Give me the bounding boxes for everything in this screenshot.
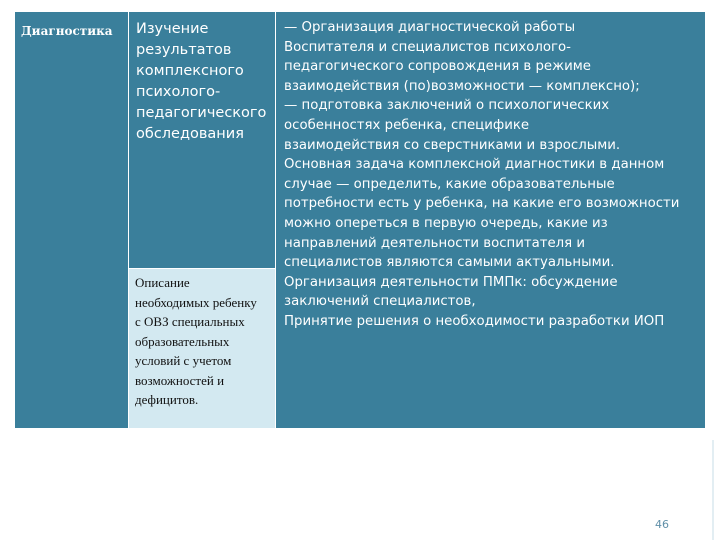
- page-number: 46: [655, 518, 669, 531]
- content-line: особенностях ребенка, специфике: [284, 117, 530, 133]
- task-description-text: Описание необходимых ребенку с ОВЗ специальных образовательных условий с учетом возможностей и дефицитов.: [135, 275, 257, 407]
- content-line: — подготовка заключений о психологических: [284, 98, 610, 114]
- content-line: потребности есть у ребенка, на какие его возможности: [284, 196, 680, 212]
- content-text: [284, 18, 702, 332]
- content-line: заключений специалистов,: [284, 294, 476, 310]
- table-cell-stage: [15, 12, 128, 428]
- content-line: Основная задача комплексной диагностики в данном: [284, 157, 665, 173]
- content-line: направлений деятельности воспитателя и: [284, 235, 586, 251]
- content-line: взаимодействия (по)возможности — комплексно);: [284, 78, 640, 94]
- content-line: случае — определить, какие образовательные: [284, 176, 615, 192]
- content-line: можно опереться в первую очередь, какие из: [284, 215, 608, 231]
- task-study-text: Изучение результатов комплексного психолого-педагогического обследования: [136, 21, 267, 142]
- decorative-line: [712, 440, 714, 540]
- stage-label: Диагностика: [21, 24, 113, 38]
- content-line: Воспитателя и специалистов психолого-: [284, 39, 571, 55]
- table-cell-task-study: [128, 12, 275, 268]
- table-cell-task-description: [128, 268, 275, 428]
- content-line: Организация деятельности ПМПк: обсуждение: [284, 274, 618, 290]
- content-line: взаимодействия со сверстниками и взрослыми.: [284, 137, 621, 153]
- table-cell-content: [275, 12, 705, 428]
- content-line: специалистов являются самыми актуальными.: [284, 255, 615, 271]
- content-line: — Организация диагностической работы: [284, 20, 576, 35]
- content-line: педагогического сопровождения в режиме: [284, 59, 591, 75]
- content-line: Принятие решения о необходимости разработки ИОП: [284, 313, 665, 329]
